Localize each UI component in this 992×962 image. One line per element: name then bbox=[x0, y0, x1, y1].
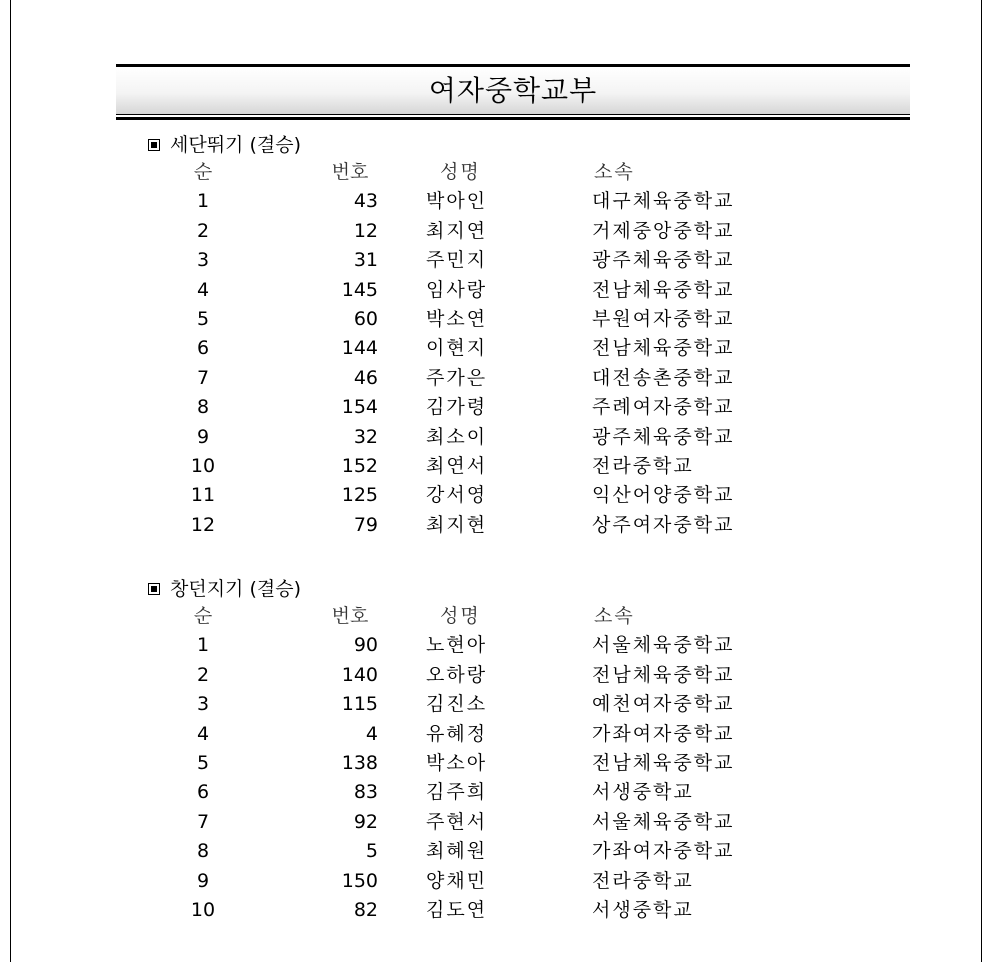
athlete-name-cell: 최지연 bbox=[426, 219, 488, 242]
table-row bbox=[148, 749, 848, 778]
bib-number-cell: 145 bbox=[341, 278, 378, 301]
school-cell: 서울체육중학교 bbox=[592, 810, 735, 833]
bib-number-cell: 32 bbox=[353, 425, 378, 448]
title-bottom-thin-rule bbox=[116, 114, 910, 115]
table-row bbox=[148, 661, 848, 690]
athlete-name-cell: 유혜정 bbox=[426, 722, 488, 745]
table-row bbox=[148, 334, 848, 363]
athlete-name-cell: 최지현 bbox=[426, 513, 488, 536]
school-cell: 대구체육중학교 bbox=[592, 190, 735, 213]
column-header-school: 소속 bbox=[594, 161, 635, 183]
athlete-name-cell: 김가령 bbox=[426, 396, 488, 419]
school-cell: 전남체육중학교 bbox=[592, 337, 735, 360]
rank-cell: 5 bbox=[196, 751, 210, 774]
athlete-name-cell: 박소연 bbox=[426, 307, 488, 330]
school-cell: 전남체육중학교 bbox=[592, 663, 735, 686]
bib-number-cell: 82 bbox=[353, 898, 378, 921]
bib-number-cell: 152 bbox=[341, 454, 378, 477]
school-cell: 가좌여자중학교 bbox=[592, 722, 735, 745]
table-row bbox=[148, 393, 848, 422]
page-title: 여자중학교부 bbox=[428, 74, 598, 107]
athlete-name-cell: 박소아 bbox=[426, 751, 488, 774]
section-triple-jump bbox=[148, 132, 848, 540]
rank-cell: 1 bbox=[196, 634, 210, 657]
bib-number-cell: 144 bbox=[341, 337, 378, 360]
filled-square-bullet-icon bbox=[148, 583, 160, 595]
school-cell: 서생중학교 bbox=[592, 781, 694, 804]
column-header-number: 번호 bbox=[331, 161, 369, 183]
bib-number-cell: 140 bbox=[341, 663, 378, 686]
rank-cell: 6 bbox=[196, 337, 210, 360]
athlete-name-cell: 김진소 bbox=[426, 693, 488, 716]
school-cell: 전라중학교 bbox=[592, 454, 694, 477]
rank-cell: 4 bbox=[196, 278, 210, 301]
table-row bbox=[148, 305, 848, 334]
title-banner bbox=[116, 64, 910, 120]
school-cell: 대전송촌중학교 bbox=[592, 366, 735, 389]
athlete-name-cell: 최소이 bbox=[426, 425, 488, 448]
bib-number-cell: 12 bbox=[353, 219, 378, 242]
table-row bbox=[148, 511, 848, 540]
rank-cell: 9 bbox=[196, 425, 210, 448]
bib-number-cell: 46 bbox=[353, 366, 378, 389]
rank-cell: 7 bbox=[196, 810, 210, 833]
column-header-rank: 순 bbox=[193, 161, 213, 183]
rank-cell: 8 bbox=[196, 840, 210, 863]
school-cell: 전남체육중학교 bbox=[592, 278, 735, 301]
rank-cell: 1 bbox=[196, 190, 210, 213]
athlete-name-cell: 최혜원 bbox=[426, 840, 488, 863]
column-header-school: 소속 bbox=[594, 605, 635, 627]
rank-cell: 2 bbox=[196, 663, 210, 686]
table-row bbox=[148, 631, 848, 660]
athlete-name-cell: 김도연 bbox=[426, 898, 488, 921]
athlete-name-cell: 주민지 bbox=[426, 249, 488, 272]
school-cell: 서생중학교 bbox=[592, 898, 694, 921]
table-row bbox=[148, 837, 848, 866]
bib-number-cell: 43 bbox=[353, 190, 378, 213]
school-cell: 광주체육중학교 bbox=[592, 249, 735, 272]
title-bottom-thick-rule bbox=[116, 117, 910, 120]
table-row bbox=[148, 423, 848, 452]
rank-cell: 8 bbox=[196, 396, 210, 419]
section-heading-text: 세단뛰기 (결승) bbox=[170, 134, 301, 156]
table-row bbox=[148, 867, 848, 896]
column-header-name: 성명 bbox=[440, 605, 481, 627]
bib-number-cell: 92 bbox=[353, 810, 378, 833]
athlete-name-cell: 박아인 bbox=[426, 190, 488, 213]
athlete-name-cell: 주현서 bbox=[426, 810, 488, 833]
table-row bbox=[148, 896, 848, 925]
school-cell: 전라중학교 bbox=[592, 869, 694, 892]
table-row bbox=[148, 246, 848, 275]
athlete-name-cell: 오하랑 bbox=[426, 663, 488, 686]
table-row bbox=[148, 808, 848, 837]
column-header-number: 번호 bbox=[331, 605, 369, 627]
rank-cell: 12 bbox=[190, 513, 216, 536]
table-row bbox=[148, 276, 848, 305]
bib-number-cell: 138 bbox=[341, 751, 378, 774]
section-heading bbox=[148, 576, 848, 602]
bib-number-cell: 83 bbox=[353, 781, 378, 804]
school-cell: 전남체육중학교 bbox=[592, 751, 735, 774]
school-cell: 가좌여자중학교 bbox=[592, 840, 735, 863]
school-cell: 거제중앙중학교 bbox=[592, 219, 735, 242]
table-row bbox=[148, 690, 848, 719]
page-border-right bbox=[981, 0, 982, 962]
bib-number-cell: 90 bbox=[353, 634, 378, 657]
rank-cell: 2 bbox=[196, 219, 210, 242]
athlete-name-cell: 김주희 bbox=[426, 781, 488, 804]
bib-number-cell: 125 bbox=[341, 484, 378, 507]
school-cell: 주례여자중학교 bbox=[592, 396, 735, 419]
athlete-name-cell: 노현아 bbox=[426, 634, 488, 657]
rank-cell: 4 bbox=[196, 722, 210, 745]
bib-number-cell: 154 bbox=[341, 396, 378, 419]
table-row bbox=[148, 778, 848, 807]
table-row bbox=[148, 364, 848, 393]
school-cell: 서울체육중학교 bbox=[592, 634, 735, 657]
bib-number-cell: 4 bbox=[365, 722, 378, 745]
athlete-name-cell: 최연서 bbox=[426, 454, 488, 477]
school-cell: 상주여자중학교 bbox=[592, 513, 735, 536]
table-row bbox=[148, 187, 848, 216]
table-row bbox=[148, 481, 848, 510]
bib-number-cell: 31 bbox=[353, 249, 378, 272]
section-heading bbox=[148, 132, 848, 158]
rank-cell: 3 bbox=[196, 249, 210, 272]
rank-cell: 6 bbox=[196, 781, 210, 804]
athlete-name-cell: 강서영 bbox=[426, 484, 488, 507]
table-header-row bbox=[148, 602, 848, 631]
school-cell: 부원여자중학교 bbox=[592, 307, 735, 330]
table-row bbox=[148, 217, 848, 246]
rank-cell: 5 bbox=[196, 307, 210, 330]
table-row bbox=[148, 452, 848, 481]
rank-cell: 9 bbox=[196, 869, 210, 892]
rank-cell: 10 bbox=[190, 898, 216, 921]
column-header-rank: 순 bbox=[193, 605, 213, 627]
filled-square-bullet-icon bbox=[148, 139, 160, 151]
table-row bbox=[148, 720, 848, 749]
athlete-name-cell: 양채민 bbox=[426, 869, 488, 892]
table-header-row bbox=[148, 158, 848, 187]
section-javelin bbox=[148, 576, 848, 925]
rank-cell: 11 bbox=[190, 484, 216, 507]
column-header-name: 성명 bbox=[440, 161, 481, 183]
school-cell: 예천여자중학교 bbox=[592, 693, 735, 716]
bib-number-cell: 150 bbox=[341, 869, 378, 892]
section-heading-text: 창던지기 (결승) bbox=[170, 578, 301, 600]
school-cell: 익산어양중학교 bbox=[592, 484, 735, 507]
page-border-left bbox=[10, 0, 11, 962]
athlete-name-cell: 임사랑 bbox=[426, 278, 488, 301]
bib-number-cell: 115 bbox=[341, 693, 378, 716]
rank-cell: 3 bbox=[196, 693, 210, 716]
bib-number-cell: 79 bbox=[353, 513, 378, 536]
athlete-name-cell: 이현지 bbox=[426, 337, 488, 360]
rank-cell: 7 bbox=[196, 366, 210, 389]
rank-cell: 10 bbox=[190, 454, 216, 477]
bib-number-cell: 5 bbox=[365, 840, 378, 863]
bib-number-cell: 60 bbox=[353, 307, 378, 330]
school-cell: 광주체육중학교 bbox=[592, 425, 735, 448]
athlete-name-cell: 주가은 bbox=[426, 366, 488, 389]
